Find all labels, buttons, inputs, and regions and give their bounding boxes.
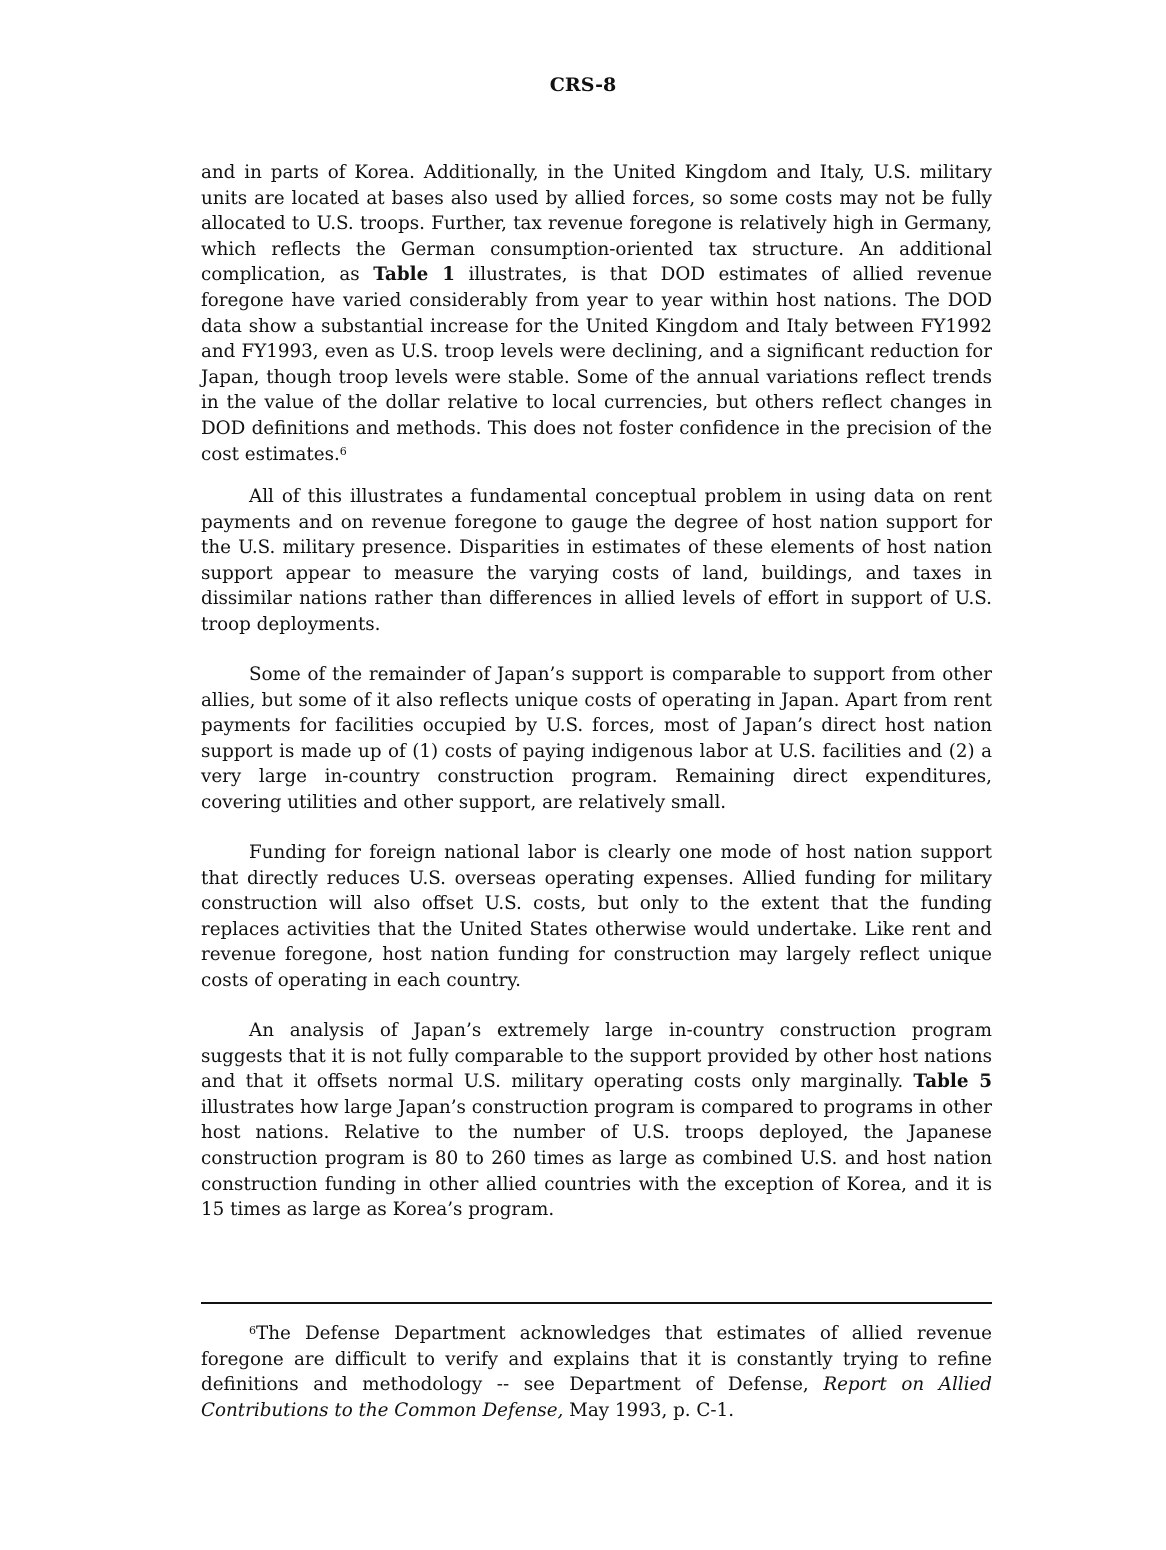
paragraph-5-text-end: illustrates how large Japan’s construction program is compared to programs in other host nations. Relative to the number of U.S. troops deployed, the Japanese construction program is 80 to 260 times as large as combined U.S. and host nation construction funding in other allied countries with the exception of Korea, and it is 15 times as large as Korea’s program. [201, 1096, 992, 1221]
paragraph-5 [201, 1018, 992, 1223]
footnote-6 [201, 1321, 992, 1423]
paragraph-4 [201, 840, 992, 994]
paragraph-4-text: Funding for foreign national labor is clearly one mode of host nation support that directly reduces U.S. overseas operating expenses. Allied funding for military construction will also offset U.S. costs, but only to the extent that the funding replaces activities that the United States otherwise would undertake. Like rent and revenue foregone, host nation funding for construction may largely reflect unique costs of operating in each country. [201, 842, 992, 991]
footnote-reference-6[interactable]: 6 [339, 444, 347, 458]
footnote-text-end: May 1993, p. C-1. [563, 1399, 735, 1421]
paragraph-3-text: Some of the remainder of Japan’s support is comparable to support from other allies, but some of it also reflects unique costs of operating in Japan. Apart from rent payments for facilities occupied by U.S. forces, most of Japan’s direct host nation support is made up of (1) costs of paying indigenous labor at U.S. facilities and (2) a very large in-country construction program. Remaining direct expenditures, covering utilities and other support, are relatively small. [201, 664, 992, 813]
paragraph-2-text: All of this illustrates a fundamental conceptual problem in using data on rent payments and on revenue foregone to gauge the degree of host nation support for the U.S. military presence. Disparities in estimates of these elements of host nation support appear to measure the varying costs of land, buildings, and taxes in dissimilar nations rather than differences in allied levels of effort in support of U.S. troop deployments. [201, 486, 992, 635]
footnote-divider [201, 1302, 992, 1304]
table-5-reference: Table 5 [913, 1071, 992, 1093]
paragraph-1-text-start: and in parts of Korea. Additionally, in the United Kingdom and Italy, U.S. military units are located at bases also used by allied forces, so some costs may not be fully allocated to U.S. troops. Further, tax revenue foregone is relatively high in Germany, which reflects the German consumption-oriented tax structure. An additional complication, as [201, 162, 992, 286]
paragraph-1-text-end: illustrates, is that DOD estimates of allied revenue foregone have varied considerably from year to year within host nations. The DOD data show a substantial increase for the United Kingdom and Italy between FY1992 and FY1993, even as U.S. troop levels were declining, and a significant reduction for Japan, though troop levels were stable. Some of the annual variations reflect trends in the value of the dollar relative to local currencies, but others reflect changes in DOD definitions and methods. This does not foster confidence in the precision of the cost estimates. [201, 264, 992, 465]
footnote-text-start: The Defense Department acknowledges that estimates of allied revenue foregone are difficult to verify and explains that it is constantly trying to refine definitions and methodology -- see Department of Defense, [201, 1323, 992, 1396]
table-1-reference: Table 1 [373, 264, 456, 286]
footnote-number: 6 [249, 1324, 256, 1337]
footnote-report-title: Report on Allied Contributions to the Common Defense, [201, 1374, 993, 1421]
page-number-header: CRS-8 [549, 74, 617, 96]
paragraph-2 [201, 484, 992, 638]
paragraph-5-text-start: An analysis of Japan’s extremely large in-country construction program suggests that it is not fully comparable to the support provided by other host nations and that it offsets normal U.S. military operating costs only marginally. [201, 1020, 992, 1093]
paragraph-3 [201, 662, 992, 816]
paragraph-1 [201, 160, 992, 467]
